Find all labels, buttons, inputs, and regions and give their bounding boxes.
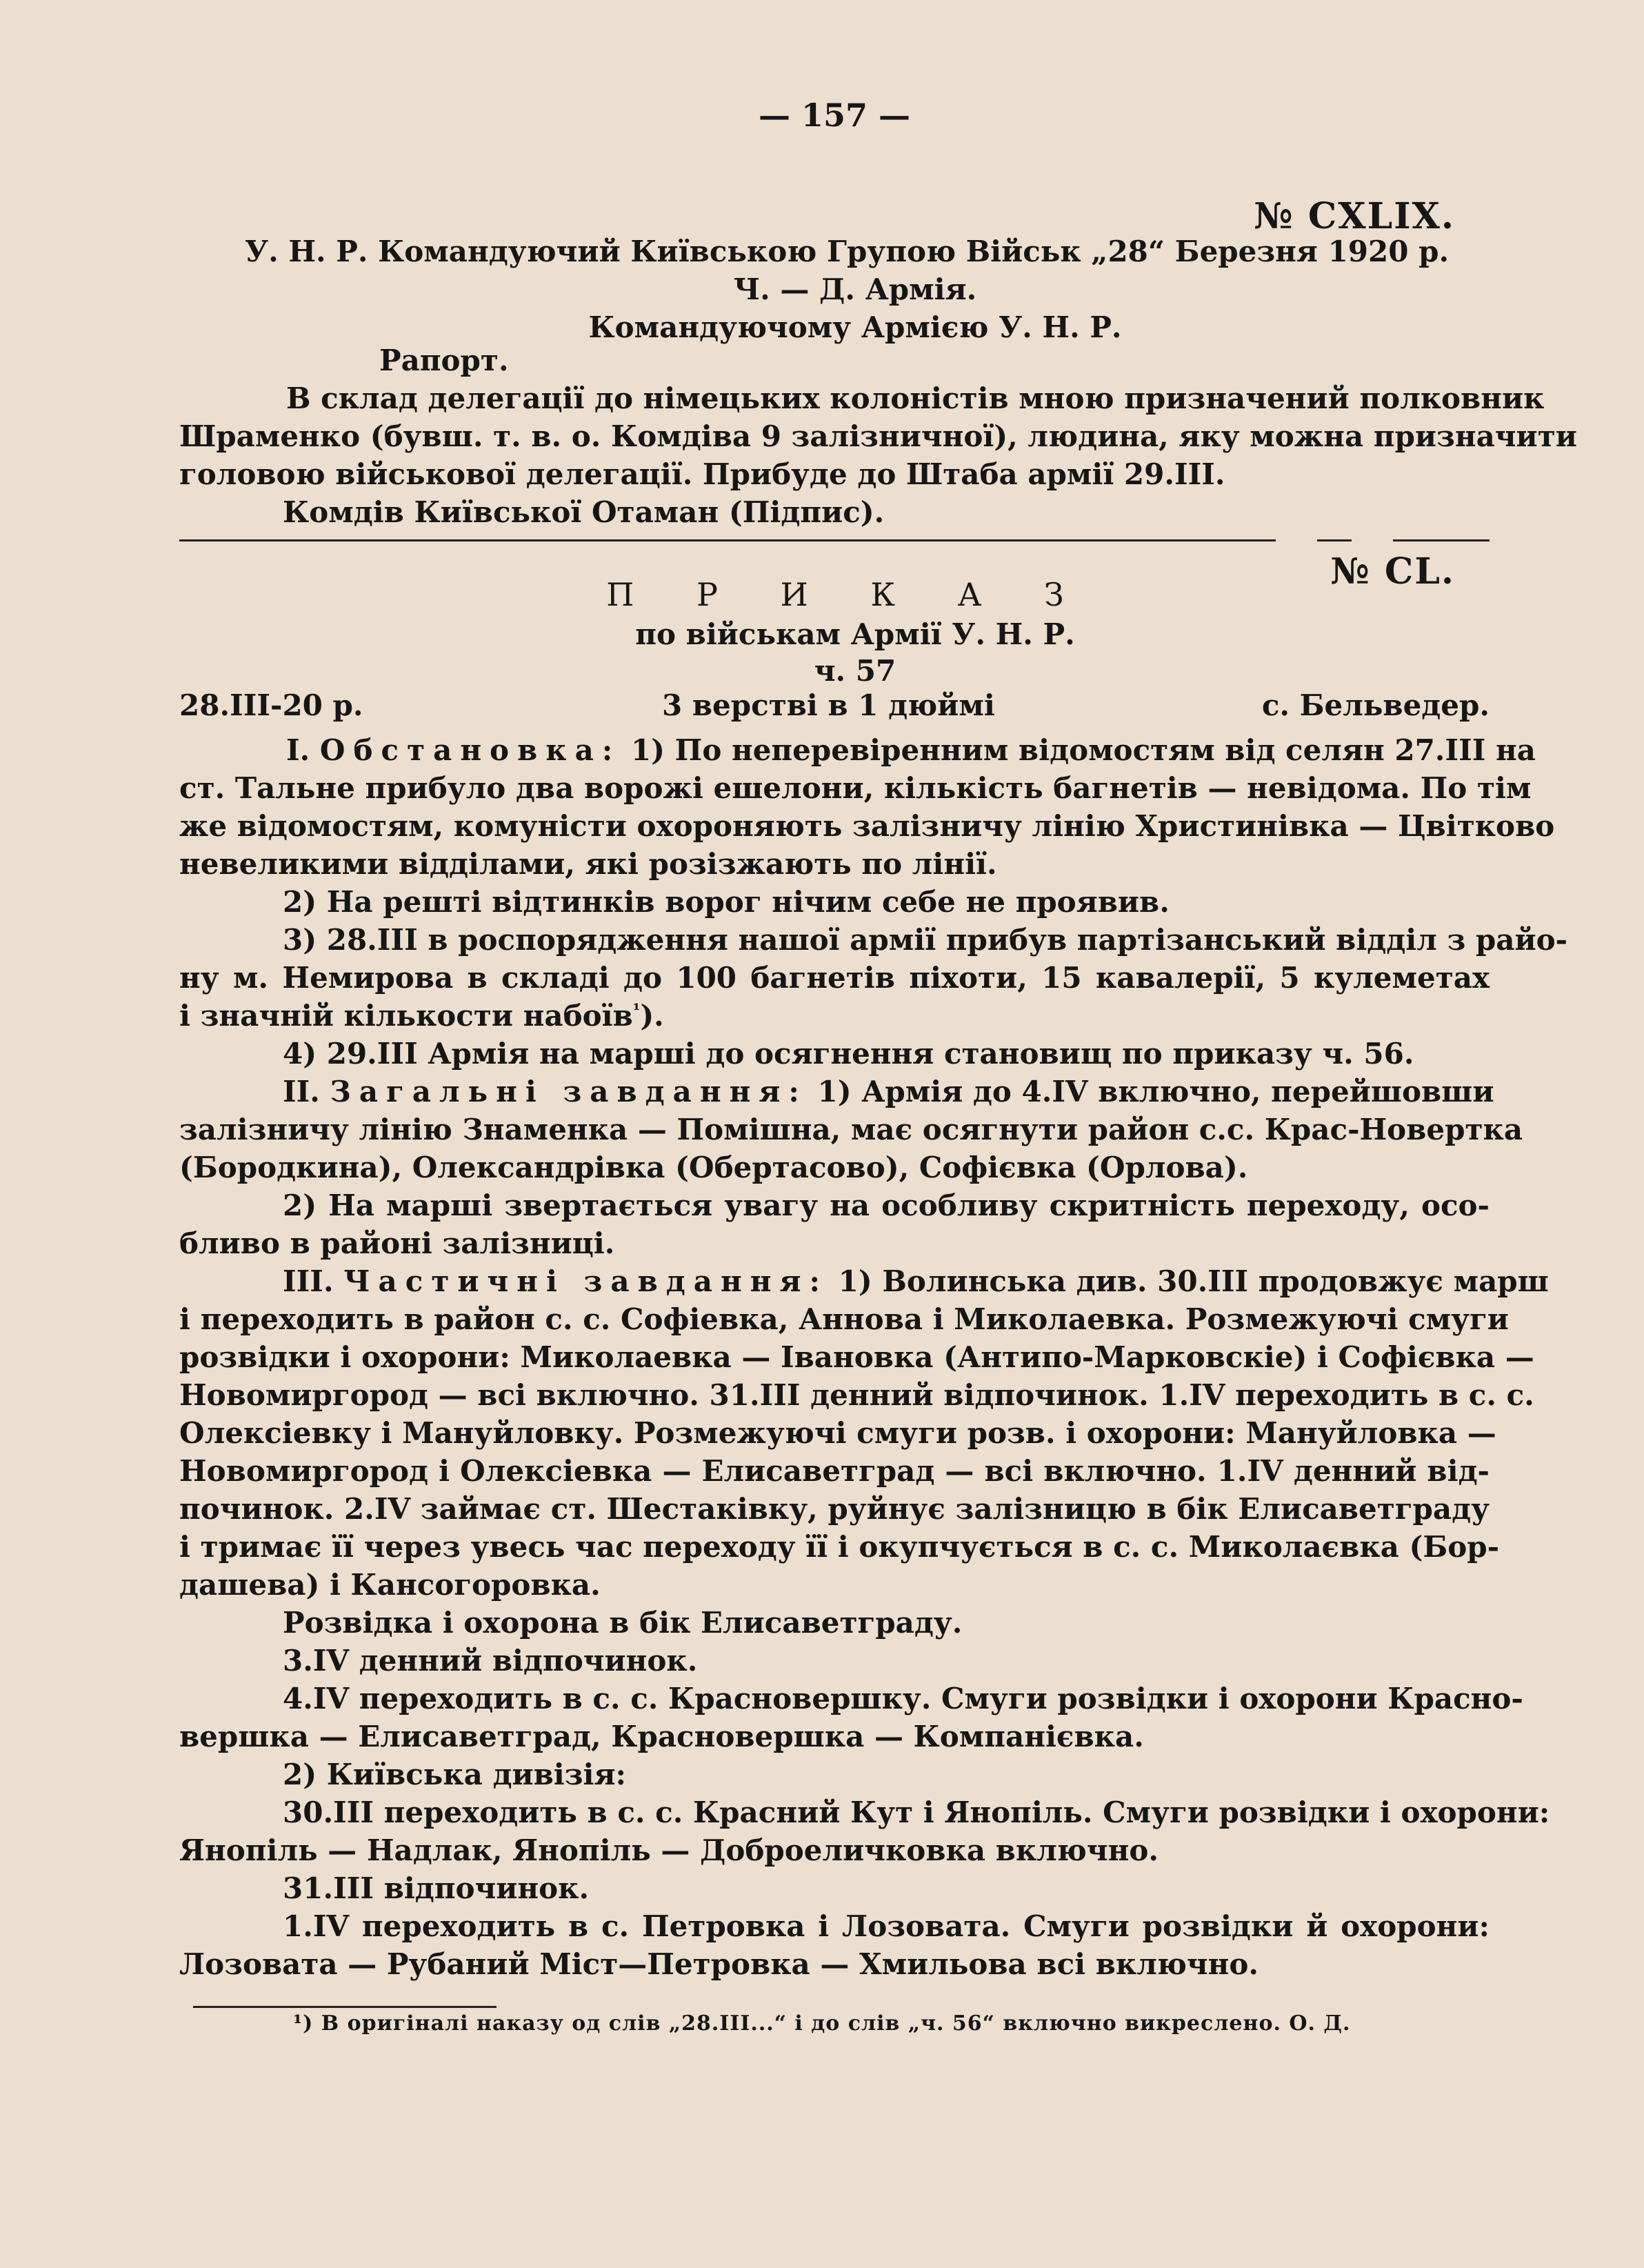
paragraph-line: Новомиргород і Олексіевка — Елисаветград — всі включно. 1.IV денний від-	[179, 1454, 1490, 1488]
order-place: с. Бельведер.	[1261, 688, 1490, 722]
paragraph-line: 3.IV денний відпочинок.	[283, 1644, 698, 1678]
order-number: ч. 57	[814, 654, 896, 688]
paragraph-line: починок. 2.IV займає ст. Шестаківку, руйнує залізницю в бік Елисаветграду	[179, 1492, 1490, 1526]
section-3-first-line: III. Частичні завдання: 1) Волинська див. 30.III продовжує марш	[283, 1264, 1549, 1298]
paragraph-line: дашева) і Кансогоровка.	[179, 1568, 601, 1602]
paragraph-line: 31.III відпочинок.	[283, 1871, 590, 1905]
footnote-text: В оригіналі наказу од слів „28.III...“ і до слів „ч. 56“ включно викреслено. О. Д.	[321, 2011, 1351, 2036]
report-body-line: головою військової делегації. Прибуде до Штаба армії 29.III.	[179, 457, 1225, 491]
section-1-first-line: I. Обстановка: 1) По неперевіренним відомостям від селян 27.III на	[286, 733, 1536, 767]
paragraph-line: 2) На решті відтинків ворог нічим себе не проявив.	[283, 885, 1170, 919]
report-army-line: Ч. — Д. Армія.	[733, 272, 977, 306]
document-number: № CL.	[1330, 550, 1455, 593]
report-type: Рапорт.	[379, 344, 509, 377]
order-scale: 3 верстві в 1 дюймі	[662, 688, 995, 722]
paragraph-line: вершка — Елисаветград, Красновершка — Компанієвка.	[179, 1720, 1144, 1753]
document-number: № CXLIX.	[1254, 195, 1455, 237]
paragraph-line: Янопіль — Надлак, Янопіль — Доброеличковка включно.	[179, 1833, 1159, 1867]
paragraph-line: ст. Тальне прибуло два ворожі ешелони, кількість багнетів — невідома. По тім	[179, 771, 1532, 805]
footnote-divider	[193, 2006, 497, 2008]
paragraph-line: 4.IV переходить в с. с. Красновершку. Смуги розвідки і охорони Красно-	[283, 1682, 1523, 1715]
order-date: 28.III-20 р.	[179, 688, 363, 722]
report-body-line: В склад делегації до німецьких колоністів мною призначений полковник	[286, 381, 1545, 415]
order-title: П Р И К А З	[606, 576, 1090, 613]
paragraph-line: і значній кількости набоїв$^{^1}$).	[179, 999, 664, 1033]
paragraph-line: Розвідка і охорона в бік Елисаветграду.	[283, 1606, 963, 1640]
footnote-mark: ¹)	[293, 2011, 314, 2036]
paragraph-line: 1.IV переходить в с. Петровка і Лозовата. Смуги розвідки й охорони:	[283, 1909, 1490, 1943]
report-addressee: Командуючому Армією У. Н. Р.	[588, 310, 1122, 344]
section-2-first-line: II. Загальні завдання: 1) Армія до 4.IV включно, перейшовши	[283, 1075, 1494, 1108]
section-heading: Частичні завдання:	[343, 1264, 828, 1298]
report-body-line: Шраменко (бувш. т. в. о. Комдіва 9 залізничної), людина, яку можна призначити	[179, 419, 1577, 453]
paragraph-line: ну м. Немирова в складі до 100 багнетів піхоти, 15 кавалерії, 5 кулеметах	[179, 961, 1490, 995]
paragraph-line: Олексіевку і Мануйловку. Розмежуючі смуги розв. і охорони: Мануйловка —	[179, 1416, 1496, 1450]
paragraph-line: 2) Київська дивізія:	[283, 1758, 627, 1791]
footnote	[293, 2011, 1351, 2036]
footnote-reference: ¹	[632, 999, 641, 1019]
paragraph-line: Лозовата — Рубаний Міст—Петровка — Хмильова всі включно.	[179, 1947, 1259, 1981]
paragraph-line: (Бородкина), Олександрівка (Обертасово), Софієвка (Орлова).	[179, 1151, 1248, 1184]
section-heading: Загальні завдання:	[330, 1075, 808, 1108]
document-page	[179, 0, 1577, 2268]
paragraph-line: же відомостям, комуністи охороняють залізничу лінію Христинівка — Цвітково	[179, 809, 1555, 843]
paragraph-line: розвідки і охорони: Миколаевка — Івановка (Антипо-Марковскіе) і Софієвка —	[179, 1340, 1534, 1374]
paragraph-line: невеликими відділами, які розізжають по лінії.	[179, 847, 997, 881]
page-number: — 157 —	[758, 97, 911, 134]
paragraph-line: 2) На марші звертається увагу на особливу скритність переходу, осо-	[283, 1188, 1490, 1222]
paragraph-line: бливо в районі залізниці.	[179, 1226, 615, 1260]
paragraph-line: 30.III переходить в с. с. Красний Кут і Янопіль. Смуги розвідки і охорони:	[283, 1796, 1550, 1829]
paragraph-line: Новомиргород — всі включно. 31.III денний відпочинок. 1.IV переходить в с. с.	[179, 1378, 1534, 1412]
paragraph-line: і переходить в район с. с. Софіевка, Аннова і Миколаевка. Розмежуючі смуги	[179, 1302, 1509, 1336]
paragraph-line: 3) 28.III в роспорядження нашої армії прибув партізанський відділ з райо-	[283, 923, 1568, 957]
order-subtitle: по військам Армії У. Н. Р.	[635, 617, 1075, 651]
section-heading: Обстановка:	[319, 733, 621, 767]
paragraph-line: 4) 29.III Армія на марші до осягнення становищ по приказу ч. 56.	[283, 1037, 1414, 1071]
paragraph-line: залізничу лінію Знаменка — Помішна, має осягнути район с.с. Крас-Новертка	[179, 1113, 1523, 1146]
report-header-line: У. Н. Р. Командуючий Київською Групою Військ „28“ Березня 1920 р.	[245, 235, 1450, 268]
report-signature: Комдів Київської Отаман (Підпис).	[283, 495, 885, 529]
paragraph-line: і тримає її через увесь час переходу її і окупчується в с. с. Миколаєвка (Бор-	[179, 1530, 1500, 1564]
